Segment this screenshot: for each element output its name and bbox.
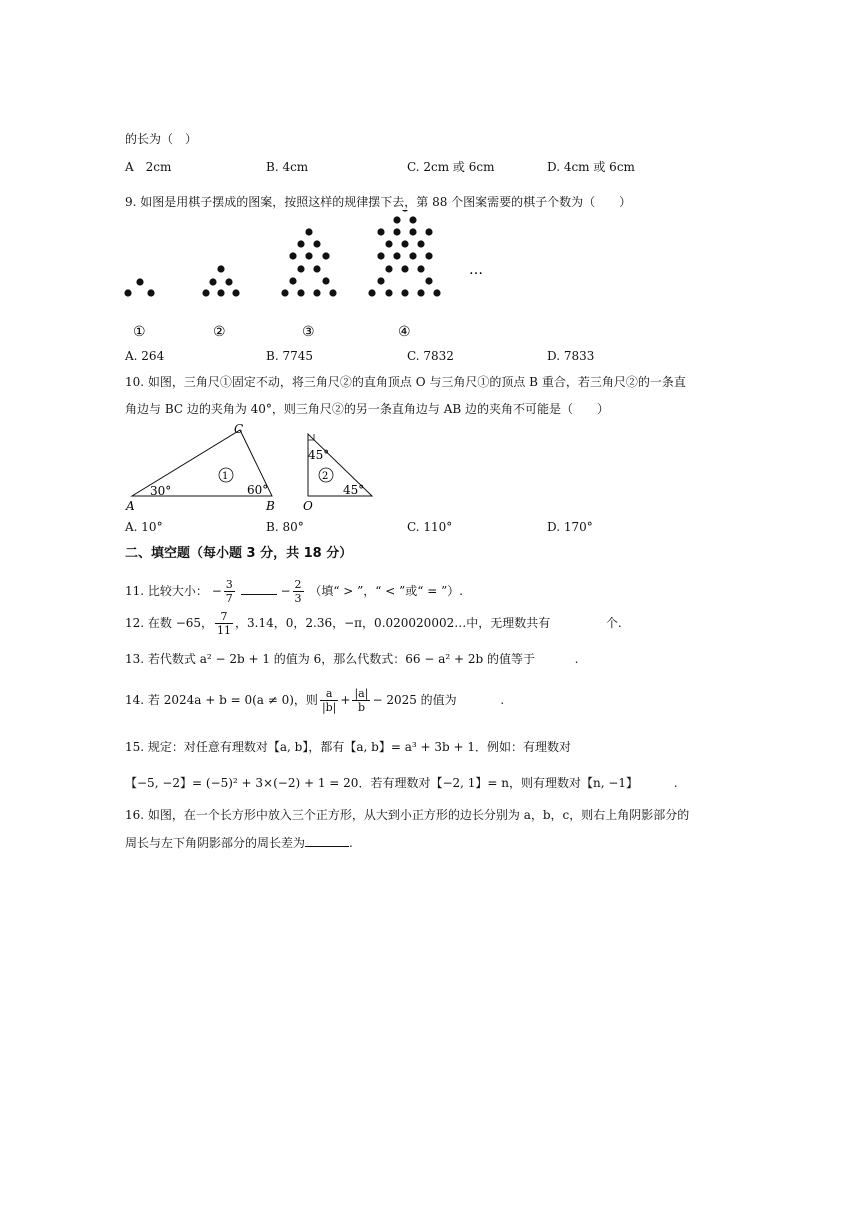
q10-option-d: D. 170° bbox=[547, 520, 593, 534]
q10-option-a: A. 10° bbox=[125, 520, 163, 534]
q10-mark-1: 1 bbox=[222, 471, 229, 482]
q12-prefix: 12. 在数 −65， bbox=[125, 616, 214, 630]
q12-suffix: ，3.14，0，2.36，−π，0.020020002…中，无理数共有 bbox=[235, 616, 551, 630]
q16-tail: . bbox=[349, 836, 353, 850]
q10-angle-45-top: 45° bbox=[308, 448, 330, 462]
q10-label-c: C bbox=[234, 422, 244, 436]
q13-text: 13. 若代数式 a² − 2b + 1 的值为 6，那么代数式：66 − a² + 2b 的值等于 bbox=[125, 652, 535, 666]
q11-frac2-sign: − bbox=[280, 584, 291, 598]
q14-tail: . bbox=[500, 693, 505, 707]
q9-label-3: ③ bbox=[302, 324, 315, 340]
q8-option-d: D. 4cm 或 6cm bbox=[547, 160, 635, 174]
q10-label-a: A bbox=[126, 499, 135, 513]
q14-prefix: 14. 若 2024a + b = 0(a ≠ 0)，则 bbox=[125, 693, 318, 707]
q14 bbox=[125, 684, 504, 716]
q14-suffix: − 2025 的值为 bbox=[372, 693, 457, 707]
q15-line2-text: 【−5, −2】= (−5)² + 3×(−2) + 1 = 20．若有理数对【−2, 1】= n，则有理数对【n, −1】 bbox=[125, 776, 639, 790]
q9-label-1: ① bbox=[133, 324, 146, 340]
q11-prefix: 11. 比较大小： bbox=[125, 584, 208, 598]
q11 bbox=[125, 577, 463, 605]
q9-option-a: A. 264 bbox=[125, 349, 165, 363]
q10-mark-2: 2 bbox=[322, 471, 329, 482]
q8-option-b: B. 4cm bbox=[266, 160, 309, 174]
q9-dot-patterns-figure bbox=[115, 210, 495, 345]
q14-frac1: $\frac{a}{|b|}$ bbox=[321, 687, 337, 714]
q16-answer-blank[interactable] bbox=[305, 846, 349, 847]
q9-stem: 9. 如图是用棋子摆成的图案，按照这样的规律摆下去，第 88 个图案需要的棋子个数为（ ） bbox=[125, 195, 632, 209]
q11-suffix: （填“ > ”，“ < ”或“ = ”）. bbox=[309, 584, 464, 598]
q11-answer-blank[interactable] bbox=[241, 594, 277, 595]
q10-stem-line2: 角边与 BC 边的夹角为 40°，则三角尺②的另一条直角边与 AB 边的夹角不可能是（ ） bbox=[125, 402, 610, 416]
q13-tail: . bbox=[574, 652, 579, 666]
q10-angle-60: 60° bbox=[247, 483, 269, 497]
q11-frac1-sign: − bbox=[211, 584, 222, 598]
q16-line2-text: 周长与左下角阴影部分的周长差为 bbox=[125, 836, 306, 850]
q15-line1: 15. 规定：对任意有理数对【a, b】，都有【a, b】= a³ + 3b + 1．例如：有理数对 bbox=[125, 740, 571, 754]
q10-triangle-figures bbox=[120, 420, 390, 515]
q9-label-2: ② bbox=[213, 324, 226, 340]
q15-line2 bbox=[125, 775, 678, 791]
q10-angle-30: 30° bbox=[150, 484, 172, 498]
q10-option-c: C. 110° bbox=[407, 520, 453, 534]
q10-stem-line1: 10. 如图，三角尺①固定不动，将三角尺②的直角顶点 O 与三角尺①的顶点 B 重合，若三角尺②的一条直 bbox=[125, 375, 686, 389]
q9-option-c: C. 7832 bbox=[407, 349, 454, 363]
q9-option-b: B. 7745 bbox=[266, 349, 313, 363]
q10-angle-45-right: 45° bbox=[343, 483, 365, 497]
q9-label-4: ④ bbox=[398, 324, 411, 340]
q10-label-b: B bbox=[266, 499, 275, 513]
q16-line1: 16. 如图，在一个长方形中放入三个正方形，从大到小正方形的边长分别为 a，b，c，则右上角阴影部分的 bbox=[125, 808, 690, 822]
q8-option-c: C. 2cm 或 6cm bbox=[407, 160, 495, 174]
q8-option-a: A 2cm bbox=[125, 160, 172, 174]
q14-frac2: $\frac{|a|}{b}$ bbox=[354, 687, 369, 714]
q12-tail: 个. bbox=[605, 616, 622, 630]
q8-stem-tail: 的长为（ ） bbox=[125, 132, 198, 146]
q14-plus: + bbox=[340, 693, 351, 707]
q13 bbox=[125, 651, 578, 667]
q16-line2 bbox=[125, 835, 353, 851]
section-heading-fill-in: 二、填空题（每小题 3 分，共 18 分） bbox=[125, 546, 353, 561]
q15-tail: . bbox=[673, 776, 678, 790]
q12 bbox=[125, 608, 622, 638]
q10-option-b: B. 80° bbox=[266, 520, 304, 534]
q9-option-d: D. 7833 bbox=[547, 349, 595, 363]
q10-label-o: O bbox=[303, 499, 313, 513]
q11-frac2: $\frac{2}{3}$ bbox=[294, 578, 302, 605]
q12-frac: $\frac{7}{11}$ bbox=[217, 610, 232, 637]
q9-ellipsis: … bbox=[469, 262, 483, 278]
q11-frac1: $\frac{3}{7}$ bbox=[225, 578, 233, 605]
